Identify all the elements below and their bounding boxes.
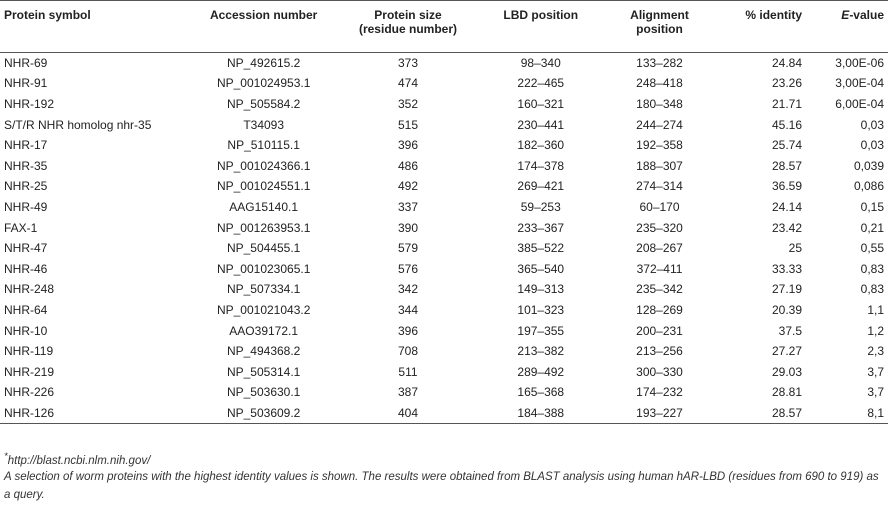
cell-accession-number: NP_492615.2 <box>226 56 301 71</box>
cell-percent-identity: 25.74 <box>772 138 803 153</box>
cell-percent-identity: 28.57 <box>772 158 803 173</box>
cell-lbd-position: 165–368 <box>517 385 565 400</box>
cell-lbd-position: 365–540 <box>517 261 565 276</box>
cell-percent-identity: 23.42 <box>772 220 803 235</box>
header-protein-symbol: Protein symbol <box>4 8 91 22</box>
cell-protein-size: 387 <box>397 385 418 400</box>
cell-alignment-position: 372–411 <box>636 261 683 276</box>
cell-e-value: 0,03 <box>860 138 884 153</box>
cell-percent-identity: 23.26 <box>772 76 803 91</box>
cell-accession-number: NP_001023065.1 <box>216 261 311 276</box>
cell-e-value: 0,83 <box>860 261 884 276</box>
table-header <box>0 1 888 53</box>
cell-e-value: 0,086 <box>853 179 884 194</box>
cell-alignment-position: 248–418 <box>636 76 683 91</box>
cell-protein-symbol: NHR-91 <box>4 76 48 91</box>
cell-alignment-position: 174–232 <box>636 385 683 400</box>
cell-protein-symbol: NHR-64 <box>4 302 48 317</box>
cell-accession-number: NP_001263953.1 <box>216 220 311 235</box>
cell-protein-symbol: NHR-49 <box>4 199 48 214</box>
cell-accession-number: T34093 <box>243 117 285 132</box>
cell-protein-size: 390 <box>397 220 418 235</box>
cell-protein-size: 404 <box>338 403 477 424</box>
cell-e-value: 3,7 <box>867 364 884 379</box>
cell-lbd-position: 222–465 <box>517 76 565 91</box>
cell-alignment-position: 235–320 <box>636 220 683 235</box>
cell-accession-number: NP_494368.2 <box>226 344 301 359</box>
cell-alignment-position: 188–307 <box>636 158 683 173</box>
table-row <box>0 176 888 197</box>
cell-e-value: 0,21 <box>860 220 884 235</box>
cell-protein-size: 515 <box>397 117 418 132</box>
cell-percent-identity: 27.27 <box>772 344 803 359</box>
cell-protein-symbol: NHR-119 <box>4 344 54 359</box>
table-row <box>0 361 888 382</box>
table-row <box>0 238 888 259</box>
cell-percent-identity: 25 <box>788 241 803 256</box>
footnote-description: A selection of worm proteins with the highest identity values is shown. The results were obtained from BLAST analysis using human hAR-LBD (residues from 690 to 919) as a query. <box>4 471 879 501</box>
cell-percent-identity: 24.84 <box>772 56 803 71</box>
cell-protein-size: 492 <box>397 179 418 194</box>
table-row <box>0 403 888 424</box>
cell-alignment-position: 128–269 <box>636 302 683 317</box>
table-row <box>0 320 888 341</box>
cell-percent-identity: 28.81 <box>772 385 803 400</box>
header-lbd-position: LBD position <box>503 8 579 22</box>
cell-protein-size: 396 <box>397 323 418 338</box>
cell-alignment-position: 300–330 <box>636 364 683 379</box>
cell-alignment-position: 193–227 <box>604 403 715 424</box>
cell-alignment-position: 192–358 <box>636 138 683 153</box>
cell-percent-identity: 37.5 <box>778 323 803 338</box>
cell-protein-size: 342 <box>397 282 418 297</box>
cell-accession-number: NP_503630.1 <box>226 385 301 400</box>
cell-lbd-position: 182–360 <box>517 138 565 153</box>
cell-percent-identity: 36.59 <box>772 179 803 194</box>
cell-protein-symbol: NHR-47 <box>4 241 48 256</box>
cell-percent-identity: 27.19 <box>772 282 803 297</box>
header-e-value: E-value <box>841 8 884 22</box>
table-row <box>0 279 888 300</box>
cell-protein-size: 579 <box>397 241 418 256</box>
cell-accession-number: NP_504455.1 <box>226 241 301 256</box>
cell-protein-size: 396 <box>397 138 418 153</box>
cell-percent-identity: 20.39 <box>772 302 803 317</box>
cell-alignment-position: 274–314 <box>636 179 683 194</box>
cell-protein-size: 352 <box>397 96 418 111</box>
cell-accession-number: NP_510115.1 <box>227 138 300 153</box>
cell-protein-size: 474 <box>397 76 418 91</box>
cell-protein-size: 576 <box>397 261 418 276</box>
table-row <box>0 155 888 176</box>
table-row <box>0 300 888 321</box>
table-row <box>0 114 888 135</box>
cell-alignment-position: 235–342 <box>636 282 683 297</box>
cell-e-value: 3,00E-06 <box>835 56 884 71</box>
cell-accession-number: AAG15140.1 <box>229 199 299 214</box>
cell-alignment-position: 213–256 <box>636 344 683 359</box>
cell-lbd-position: 233–367 <box>517 220 565 235</box>
cell-alignment-position: 200–231 <box>636 323 683 338</box>
cell-percent-identity: 28.57 <box>715 403 814 424</box>
cell-e-value: 6,00E-04 <box>835 96 884 111</box>
header-accession-number: Accession number <box>209 8 318 22</box>
cell-lbd-position: 174–378 <box>517 158 565 173</box>
cell-percent-identity: 21.71 <box>772 96 803 111</box>
cell-protein-symbol: NHR-10 <box>4 323 48 338</box>
header-alignment-position: Alignment position <box>630 8 689 36</box>
cell-protein-symbol: NHR-226 <box>4 385 55 400</box>
cell-lbd-position: 385–522 <box>517 241 565 256</box>
source-url: http://blast.ncbi.nlm.nih.gov/ <box>7 454 151 467</box>
cell-lbd-position: 59–253 <box>520 199 561 214</box>
table-row <box>0 73 888 94</box>
cell-e-value: 1,1 <box>867 302 884 317</box>
cell-protein-symbol: NHR-192 <box>4 96 55 111</box>
table-row <box>0 197 888 218</box>
cell-protein-size: 511 <box>398 364 418 379</box>
cell-lbd-position: 98–340 <box>520 56 561 71</box>
cell-accession-number: NP_001024953.1 <box>216 76 311 91</box>
cell-lbd-position: 184–388 <box>478 403 604 424</box>
cell-e-value: 0,03 <box>860 117 884 132</box>
cell-protein-symbol: NHR-219 <box>4 364 55 379</box>
cell-protein-symbol: NHR-126 <box>0 403 189 424</box>
cell-accession-number: NP_505314.1 <box>226 364 301 379</box>
cell-lbd-position: 197–355 <box>517 323 565 338</box>
cell-protein-size: 486 <box>397 158 418 173</box>
cell-e-value: 1,2 <box>867 323 884 338</box>
cell-percent-identity: 29.03 <box>772 364 803 379</box>
table-row <box>0 94 888 115</box>
cell-alignment-position: 244–274 <box>636 117 683 132</box>
cell-percent-identity: 33.33 <box>772 261 803 276</box>
cell-e-value: 0,15 <box>860 199 884 214</box>
cell-lbd-position: 149–313 <box>517 282 565 297</box>
cell-protein-symbol: NHR-248 <box>4 282 55 297</box>
cell-alignment-position: 60–170 <box>639 199 680 214</box>
footnote-source: *http://blast.ncbi.nlm.nih.gov/ <box>4 451 151 467</box>
cell-e-value: 0,55 <box>860 241 884 256</box>
cell-e-value: 3,00E-04 <box>835 76 884 91</box>
cell-lbd-position: 230–441 <box>517 117 565 132</box>
cell-accession-number: NP_503609.2 <box>189 403 338 424</box>
cell-protein-symbol: S/T/R NHR homolog nhr-35 <box>4 117 152 132</box>
cell-accession-number: NP_001024551.1 <box>216 179 311 194</box>
table-row <box>0 53 888 74</box>
cell-lbd-position: 101–323 <box>517 302 565 317</box>
cell-protein-symbol: NHR-69 <box>4 56 48 71</box>
cell-alignment-position: 180–348 <box>636 96 683 111</box>
cell-accession-number: NP_001021043.2 <box>216 302 311 317</box>
table-row <box>0 382 888 403</box>
cell-protein-symbol: NHR-17 <box>4 138 48 153</box>
cell-protein-size: 337 <box>397 199 418 214</box>
cell-lbd-position: 269–421 <box>517 179 565 194</box>
cell-e-value: 3,7 <box>867 385 884 400</box>
cell-accession-number: AAO39172.1 <box>229 323 299 338</box>
cell-e-value: 2,3 <box>867 344 884 359</box>
cell-protein-symbol: NHR-25 <box>4 179 48 194</box>
cell-e-value: 0,83 <box>860 282 884 297</box>
cell-accession-number: NP_001024366.1 <box>216 158 311 173</box>
cell-e-value: 8,1 <box>814 403 888 424</box>
cell-protein-size: 373 <box>397 56 418 71</box>
cell-protein-size: 708 <box>397 344 418 359</box>
table-body <box>0 53 888 424</box>
cell-protein-size: 344 <box>397 302 418 317</box>
cell-protein-symbol: FAX-1 <box>4 220 38 235</box>
cell-alignment-position: 133–282 <box>636 56 683 71</box>
cell-lbd-position: 289–492 <box>517 364 565 379</box>
header-protein-size: Protein size (residue number) <box>358 8 457 36</box>
cell-accession-number: NP_507334.1 <box>226 282 301 297</box>
table-row <box>0 135 888 156</box>
cell-protein-symbol: NHR-46 <box>4 261 48 276</box>
cell-protein-symbol: NHR-35 <box>4 158 48 173</box>
cell-percent-identity: 45.16 <box>772 117 803 132</box>
cell-accession-number: NP_505584.2 <box>226 96 301 111</box>
header-percent-identity: % identity <box>745 8 803 22</box>
table-row <box>0 217 888 238</box>
cell-alignment-position: 208–267 <box>636 241 683 256</box>
cell-e-value: 0,039 <box>853 158 884 173</box>
cell-percent-identity: 24.14 <box>772 199 803 214</box>
table-row <box>0 258 888 279</box>
cell-lbd-position: 160–321 <box>517 96 565 111</box>
cell-lbd-position: 213–382 <box>517 344 565 359</box>
table-row <box>0 341 888 362</box>
